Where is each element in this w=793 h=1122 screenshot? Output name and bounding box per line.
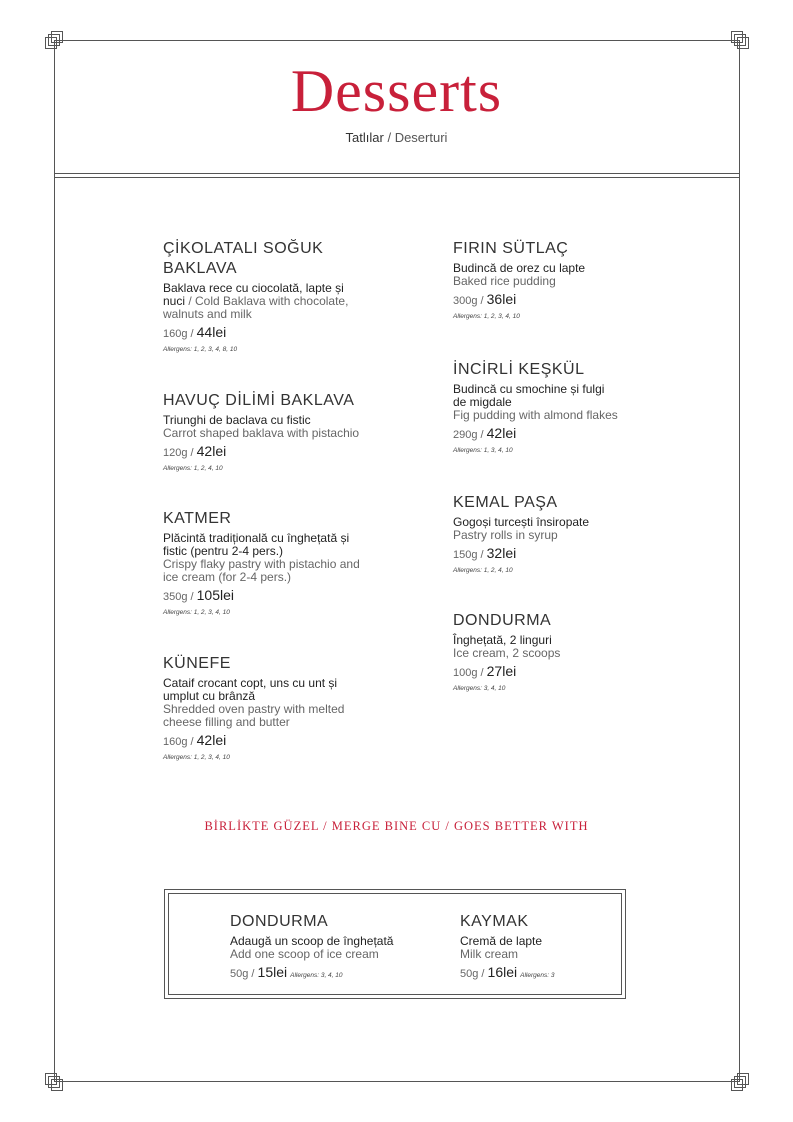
- menu-item: [453, 239, 673, 320]
- menu-item: [163, 509, 373, 616]
- item-description-ro: Baklava rece cu ciocolată, lapte și nuci: [163, 281, 344, 308]
- item-allergens: Allergens: 1, 2, 3, 4, 10: [453, 313, 520, 320]
- corner-ornament-bottom-right: [731, 1073, 749, 1091]
- header-divider-bottom: [54, 177, 740, 178]
- addon-description-en: Milk cream: [460, 947, 519, 961]
- corner-ornament-top-left: [45, 31, 63, 49]
- item-description-ro: Budincă de orez cu lapte: [453, 261, 586, 275]
- item-description-ro: Cataif crocant copt, uns cu unt și umplut cu brânză: [163, 676, 338, 703]
- subtitle-separator: /: [383, 130, 395, 145]
- item-description-ro: Plăcintă tradițională cu înghețată și fistic (pentru 2-4 pers.): [163, 531, 350, 558]
- item-price: 42lei: [196, 732, 227, 748]
- item-price-line: [163, 443, 393, 461]
- item-price: 44lei: [196, 324, 227, 340]
- item-price: 27lei: [486, 663, 517, 679]
- item-description-ro: Budincă cu smochine și fulgi de migdale: [453, 382, 605, 409]
- addon-name: DONDURMA: [230, 913, 329, 930]
- item-name: DONDURMA: [453, 612, 552, 629]
- item-description-en: Shredded oven pastry with melted cheese filling and butter: [163, 702, 345, 729]
- item-name: ÇİKOLATALI SOĞUK BAKLAVA: [163, 240, 324, 277]
- item-allergens: Allergens: 1, 2, 4, 10: [163, 465, 223, 472]
- item-name: KATMER: [163, 510, 232, 527]
- item-price: 42lei: [486, 425, 517, 441]
- subtitle-tr: Tatlılar: [345, 130, 384, 145]
- menu-item: [163, 239, 353, 353]
- addon-weight: 50g /: [460, 968, 488, 980]
- item-weight: 300g /: [453, 295, 487, 307]
- item-price-line: [453, 291, 673, 309]
- item-price: 42lei: [196, 443, 227, 459]
- item-price-line: [453, 545, 673, 563]
- item-description-en: Pastry rolls in syrup: [453, 528, 558, 542]
- item-name: FIRIN SÜTLAÇ: [453, 240, 569, 257]
- goes-better-with-heading: BİRLİKTE GÜZEL / MERGE BINE CU / GOES BETTER WITH: [204, 819, 589, 833]
- item-name: HAVUÇ DİLİMİ BAKLAVA: [163, 392, 355, 409]
- page-subtitle: [0, 130, 793, 145]
- subtitle-ro: Deserturi: [394, 130, 448, 145]
- header-divider-top: [54, 173, 740, 174]
- addon-price-line: [460, 964, 610, 984]
- item-weight: 150g /: [453, 549, 487, 561]
- item-price-line: [453, 425, 653, 443]
- addon-description-en: Add one scoop of ice cream: [230, 947, 379, 961]
- addon-name: KAYMAK: [460, 913, 529, 930]
- addon-price: 16lei: [487, 964, 518, 980]
- item-name: KÜNEFE: [163, 655, 231, 672]
- item-weight: 100g /: [453, 667, 487, 679]
- addon-description-ro: Cremă de lapte: [460, 934, 543, 948]
- item-description-ro: Înghețată, 2 linguri: [453, 633, 552, 647]
- addon-allergens: Allergens: 3, 4, 10: [290, 972, 343, 979]
- item-price: 32lei: [486, 545, 517, 561]
- item-weight: 160g /: [163, 736, 197, 748]
- item-price-line: [453, 663, 673, 681]
- item-allergens: Allergens: 1, 2, 4, 10: [453, 567, 513, 574]
- item-name: KEMAL PAŞA: [453, 494, 558, 511]
- item-allergens: Allergens: 3, 4, 10: [453, 685, 506, 692]
- page-title: Desserts: [290, 58, 503, 124]
- item-price-line: [163, 324, 353, 342]
- menu-item: [453, 360, 653, 454]
- menu-item: [163, 391, 393, 472]
- item-weight: 350g /: [163, 591, 197, 603]
- menu-item: [453, 493, 673, 574]
- item-description-en: Ice cream, 2 scoops: [453, 646, 561, 660]
- addon-description-ro: Adaugă un scoop de înghețată: [230, 934, 394, 948]
- addon-price-line: [230, 964, 450, 984]
- menu-item: [453, 611, 673, 692]
- item-weight: 290g /: [453, 429, 487, 441]
- item-price: 105lei: [196, 587, 235, 603]
- corner-ornament-bottom-left: [45, 1073, 63, 1091]
- item-price-line: [163, 732, 373, 750]
- item-weight: 160g /: [163, 328, 197, 340]
- item-allergens: Allergens: 1, 2, 3, 4, 8, 10: [163, 346, 238, 353]
- item-description-en: Fig pudding with almond flakes: [453, 408, 618, 422]
- item-allergens: Allergens: 1, 3, 4, 10: [453, 447, 513, 454]
- addon-item: [230, 912, 450, 984]
- addon-price: 15lei: [257, 964, 288, 980]
- addon-allergens: Allergens: 3: [520, 972, 555, 979]
- item-allergens: Allergens: 1, 2, 3, 4, 10: [163, 609, 230, 616]
- item-price: 36lei: [486, 291, 517, 307]
- corner-ornament-top-right: [731, 31, 749, 49]
- item-description-en: Crispy flaky pastry with pistachio and ice cream (for 2-4 pers.): [163, 557, 360, 584]
- item-description-ro: Triunghi de baclava cu fistic: [163, 413, 311, 427]
- item-price-line: [163, 587, 373, 605]
- addon-item: [460, 912, 610, 984]
- addon-weight: 50g /: [230, 968, 258, 980]
- item-description: [163, 282, 353, 321]
- item-description-en: / Cold Baklava with chocolate, walnuts and milk: [163, 294, 349, 321]
- item-name: İNCİRLİ KEŞKÜL: [453, 361, 585, 378]
- item-allergens: Allergens: 1, 2, 3, 4, 10: [163, 754, 230, 761]
- item-description-en: Baked rice pudding: [453, 274, 556, 288]
- menu-item: [163, 654, 373, 761]
- item-description-en: Carrot shaped baklava with pistachio: [163, 426, 360, 440]
- item-description-ro: Gogoși turcești însiropate: [453, 515, 590, 529]
- item-weight: 120g /: [163, 447, 197, 459]
